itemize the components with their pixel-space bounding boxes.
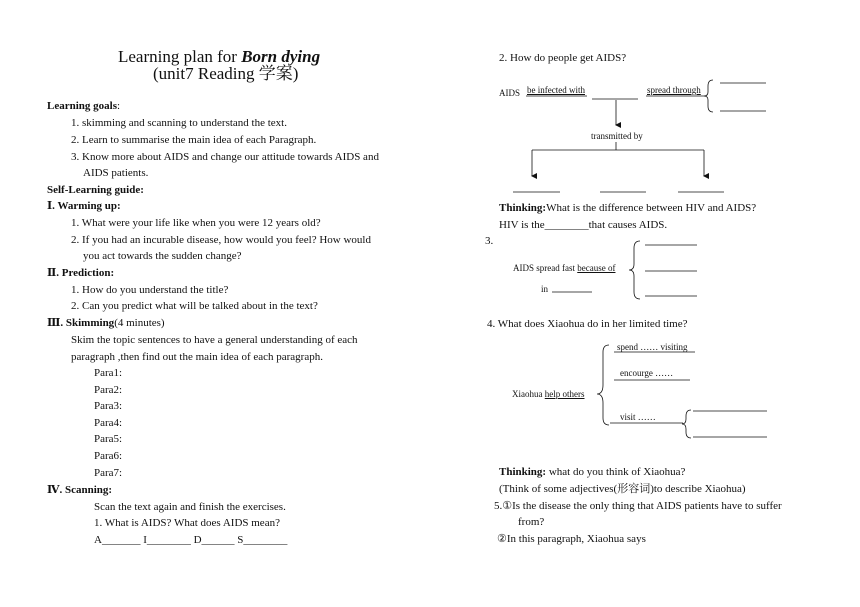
skimming-instruction: paragraph ,then find out the main idea of each paragraph. — [71, 351, 323, 363]
skimming-heading: Ⅲ. Skimming(4 minutes) — [47, 317, 165, 329]
diagram4-spend-label: spend …… visiting — [617, 342, 688, 352]
page-title: Learning plan for Born dying — [118, 47, 321, 66]
diagram3-brace — [629, 241, 640, 299]
goal-item-continued: AIDS patients. — [83, 167, 149, 179]
warming-question-continued: you act towards the sudden change? — [83, 250, 242, 262]
thinking-1: Thinking:What is the difference between HIV and AIDS? — [499, 202, 757, 214]
scanning-question-1: 1. What is AIDS? What does AIDS mean? — [94, 517, 280, 529]
para-item: Para1: — [94, 367, 123, 379]
question-2: 2. How do people get AIDS? — [499, 52, 627, 64]
diagram-transmitted-label: transmitted by — [591, 131, 643, 141]
diagram4-encourge-label: encourge …… — [620, 368, 674, 378]
aids-letters-blanks[interactable]: A_______ I________ D______ S________ — [94, 534, 288, 546]
prediction-heading: Ⅱ. Prediction: — [47, 267, 115, 279]
diagram-aids-label: AIDS — [499, 88, 521, 98]
diagram4-main-brace — [597, 345, 609, 425]
warming-question: 2. If you had an incurable disease, how would you feel? How would — [71, 234, 371, 246]
goal-item: 3. Know more about AIDS and change our attitude towards AIDS and — [71, 151, 379, 163]
warming-up-heading: Ⅰ. Warming up: — [47, 200, 121, 212]
adjectives-instruction: (Think of some adjectives(形容词)to describe Xiaohua) — [499, 483, 746, 495]
prediction-question: 1. How do you understand the title? — [71, 284, 229, 296]
question-5-part-1: 5.①Is the disease the only thing that AIDS patients have to suffer — [494, 500, 782, 512]
skimming-instruction: Skim the topic sentences to have a general understanding of each — [71, 334, 358, 346]
self-learning-guide-heading: Self-Learning guide: — [47, 184, 144, 196]
para-item: Para4: — [94, 417, 123, 429]
question-5-part-1-continued: from? — [518, 516, 545, 528]
goal-item: 1. skimming and scanning to understand the text. — [71, 117, 287, 129]
para-item: Para7: — [94, 467, 123, 479]
diagram1-brace — [704, 80, 713, 112]
para-item: Para2: — [94, 384, 123, 396]
para-item: Para5: — [94, 433, 123, 445]
warming-question: 1. What were your life like when you were 12 years old? — [71, 217, 321, 229]
diagram-spread-label: spread through — [647, 85, 701, 95]
scanning-instruction: Scan the text again and finish the exercises. — [94, 501, 286, 513]
para-item: Para6: — [94, 450, 123, 462]
question-5-part-2: ②In this paragraph, Xiaohua says — [497, 533, 646, 545]
question-4: 4. What does Xiaohua do in her limited time? — [487, 318, 688, 330]
goal-item: 2. Learn to summarise the main idea of each Paragraph. — [71, 134, 317, 146]
thinking-2: Thinking: what do you think of Xiaohua? — [499, 466, 686, 478]
question-3-number: 3. — [485, 235, 494, 247]
diagram3-in-label: in — [541, 284, 549, 294]
hiv-definition-blank[interactable]: HIV is the________that causes AIDS. — [499, 219, 668, 231]
diagram4-sub-brace — [682, 410, 691, 438]
diagram4-visit-label: visit …… — [620, 412, 656, 422]
page-subtitle: (unit7 Reading 学案) — [153, 64, 299, 83]
diagram-infected-label: be infected with — [527, 85, 585, 95]
prediction-question: 2. Can you predict what will be talked about in the text? — [71, 300, 318, 312]
diagram4-xiaohua-label: Xiaohua help others — [512, 389, 585, 399]
learning-goals-heading: Learning goals: — [47, 100, 121, 112]
scanning-heading: Ⅳ. Scanning: — [47, 484, 113, 496]
diagram3-text: AIDS spread fast because of — [513, 263, 616, 273]
para-item: Para3: — [94, 400, 123, 412]
